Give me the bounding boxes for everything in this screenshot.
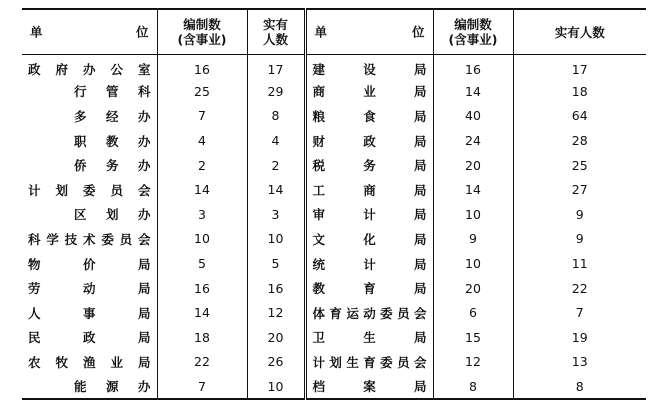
right-quota-header — [433, 9, 513, 55]
left-unit-name: 职教办 — [74, 133, 151, 149]
right-unit-cell — [305, 128, 433, 153]
right-quota-cell: 10 — [433, 202, 513, 227]
right-unit-name: 税务局 — [312, 158, 427, 174]
staffing-table — [22, 8, 646, 400]
right-actual-cell: 18 — [513, 79, 646, 104]
right-quota-cell: 20 — [433, 153, 513, 178]
right-unit-cell — [305, 177, 433, 202]
left-quota-cell: 7 — [157, 374, 247, 399]
left-quota-cell: 14 — [157, 177, 247, 202]
right-unit-cell — [305, 300, 433, 325]
right-actual-cell: 28 — [513, 128, 646, 153]
right-unit-cell — [305, 251, 433, 276]
left-actual-cell: 8 — [247, 104, 305, 129]
left-quota-cell: 5 — [157, 251, 247, 276]
right-unit-cell — [305, 276, 433, 301]
right-unit-cell — [305, 325, 433, 350]
right-quota-cell: 10 — [433, 251, 513, 276]
right-quota-cell: 9 — [433, 227, 513, 252]
left-actual-header — [247, 9, 305, 55]
left-unit-header — [22, 9, 157, 55]
table-row — [22, 325, 646, 350]
left-quota-cell: 3 — [157, 202, 247, 227]
right-actual-cell: 17 — [513, 55, 646, 80]
left-quota-cell: 10 — [157, 227, 247, 252]
right-actual-cell: 9 — [513, 202, 646, 227]
left-actual-cell: 16 — [247, 276, 305, 301]
right-unit-name: 卫生局 — [312, 330, 427, 346]
right-quota-cell: 8 — [433, 374, 513, 399]
table-row — [22, 227, 646, 252]
table-row — [22, 350, 646, 375]
left-unit-cell — [22, 79, 157, 104]
right-unit-name: 建设局 — [312, 62, 427, 78]
left-unit-cell — [22, 153, 157, 178]
left-quota-cell: 22 — [157, 350, 247, 375]
table-row — [22, 276, 646, 301]
left-actual-cell: 17 — [247, 55, 305, 80]
right-unit-header — [305, 9, 433, 55]
header-row — [22, 9, 646, 55]
left-unit-name: 农牧渔业局 — [28, 354, 151, 370]
left-actual-cell: 2 — [247, 153, 305, 178]
right-quota-cell: 40 — [433, 104, 513, 129]
left-unit-cell — [22, 350, 157, 375]
left-actual-cell: 10 — [247, 227, 305, 252]
right-quota-header-line2: (含事业) — [448, 32, 498, 47]
left-unit-cell — [22, 300, 157, 325]
right-actual-cell: 27 — [513, 177, 646, 202]
table-row — [22, 79, 646, 104]
table-row — [22, 300, 646, 325]
right-actual-cell: 11 — [513, 251, 646, 276]
right-actual-cell: 13 — [513, 350, 646, 375]
right-actual-cell: 19 — [513, 325, 646, 350]
left-unit-cell — [22, 227, 157, 252]
left-unit-name: 能源办 — [74, 379, 151, 395]
table-row — [22, 153, 646, 178]
right-actual-cell: 25 — [513, 153, 646, 178]
left-actual-header-line1: 实有 — [262, 17, 288, 32]
left-unit-cell — [22, 128, 157, 153]
left-unit-cell — [22, 374, 157, 399]
left-quota-cell: 2 — [157, 153, 247, 178]
right-unit-name: 粮食局 — [312, 108, 427, 124]
left-actual-cell: 12 — [247, 300, 305, 325]
left-actual-cell: 29 — [247, 79, 305, 104]
right-unit-name: 计划生育委员会 — [312, 354, 427, 370]
table-row — [22, 104, 646, 129]
right-quota-cell: 14 — [433, 177, 513, 202]
right-actual-cell: 9 — [513, 227, 646, 252]
left-unit-name: 计划委员会 — [28, 182, 151, 198]
right-actual-cell: 64 — [513, 104, 646, 129]
right-unit-name: 体育运动委员会 — [312, 305, 427, 321]
right-unit-name: 统计局 — [312, 256, 427, 272]
left-quota-cell: 16 — [157, 276, 247, 301]
left-unit-name: 侨务办 — [74, 158, 151, 174]
right-unit-name: 档案局 — [312, 379, 427, 395]
right-unit-cell — [305, 227, 433, 252]
right-unit-cell — [305, 202, 433, 227]
left-quota-header — [157, 9, 247, 55]
right-quota-cell: 24 — [433, 128, 513, 153]
left-actual-cell: 3 — [247, 202, 305, 227]
right-unit-cell — [305, 104, 433, 129]
right-unit-cell — [305, 153, 433, 178]
table-row — [22, 177, 646, 202]
left-unit-name: 科学技术委员会 — [28, 231, 151, 247]
right-unit-cell — [305, 79, 433, 104]
right-unit-name: 商业局 — [312, 84, 427, 100]
right-actual-header: 实有人数 — [513, 9, 646, 55]
left-quota-cell: 7 — [157, 104, 247, 129]
left-unit-cell — [22, 276, 157, 301]
left-actual-cell: 4 — [247, 128, 305, 153]
left-unit-header-char1: 单 — [30, 24, 43, 40]
right-unit-name: 文化局 — [312, 231, 427, 247]
left-quota-cell: 14 — [157, 300, 247, 325]
right-quota-cell: 16 — [433, 55, 513, 80]
right-actual-cell: 22 — [513, 276, 646, 301]
table-row — [22, 202, 646, 227]
right-unit-header-char1: 单 — [314, 24, 328, 40]
right-unit-name: 财政局 — [312, 133, 427, 149]
left-actual-cell: 10 — [247, 374, 305, 399]
right-quota-cell: 12 — [433, 350, 513, 375]
left-unit-cell — [22, 55, 157, 80]
left-unit-name: 物价局 — [28, 256, 151, 272]
right-actual-cell: 7 — [513, 300, 646, 325]
right-unit-name: 审计局 — [312, 207, 427, 223]
left-actual-header-line2: 人数 — [262, 32, 288, 47]
left-unit-name: 政府办公室 — [28, 62, 151, 78]
left-unit-cell — [22, 177, 157, 202]
left-unit-cell — [22, 202, 157, 227]
right-quota-header-line1: 编制数 — [454, 17, 492, 32]
right-unit-name: 教育局 — [312, 281, 427, 297]
table-row — [22, 251, 646, 276]
right-unit-cell — [305, 55, 433, 80]
table-row — [22, 374, 646, 399]
left-quota-cell: 16 — [157, 55, 247, 80]
left-unit-name: 人事局 — [28, 305, 151, 321]
right-actual-cell: 8 — [513, 374, 646, 399]
right-unit-cell — [305, 350, 433, 375]
table-row — [22, 55, 646, 80]
left-actual-cell: 20 — [247, 325, 305, 350]
right-unit-name: 工商局 — [312, 182, 427, 198]
right-quota-cell: 20 — [433, 276, 513, 301]
table-row — [22, 128, 646, 153]
left-actual-cell: 5 — [247, 251, 305, 276]
left-quota-header-line2: (含事业) — [177, 32, 227, 47]
left-unit-name: 劳动局 — [28, 281, 151, 297]
left-unit-name: 多经办 — [74, 108, 151, 124]
left-unit-header-char2: 位 — [135, 24, 149, 40]
left-unit-cell — [22, 104, 157, 129]
left-unit-cell — [22, 251, 157, 276]
table-body — [22, 55, 646, 399]
right-quota-cell: 14 — [433, 79, 513, 104]
left-quota-cell: 4 — [157, 128, 247, 153]
left-unit-name: 区划办 — [74, 207, 151, 223]
left-unit-name: 行管科 — [74, 84, 151, 100]
right-quota-cell: 6 — [433, 300, 513, 325]
left-quota-cell: 18 — [157, 325, 247, 350]
right-quota-cell: 15 — [433, 325, 513, 350]
left-unit-name: 民政局 — [28, 330, 151, 346]
left-unit-cell — [22, 325, 157, 350]
left-quota-header-line1: 编制数 — [183, 17, 221, 32]
right-unit-cell — [305, 374, 433, 399]
left-actual-cell: 26 — [247, 350, 305, 375]
left-actual-cell: 14 — [247, 177, 305, 202]
right-unit-header-char2: 位 — [411, 24, 425, 40]
left-quota-cell: 25 — [157, 79, 247, 104]
